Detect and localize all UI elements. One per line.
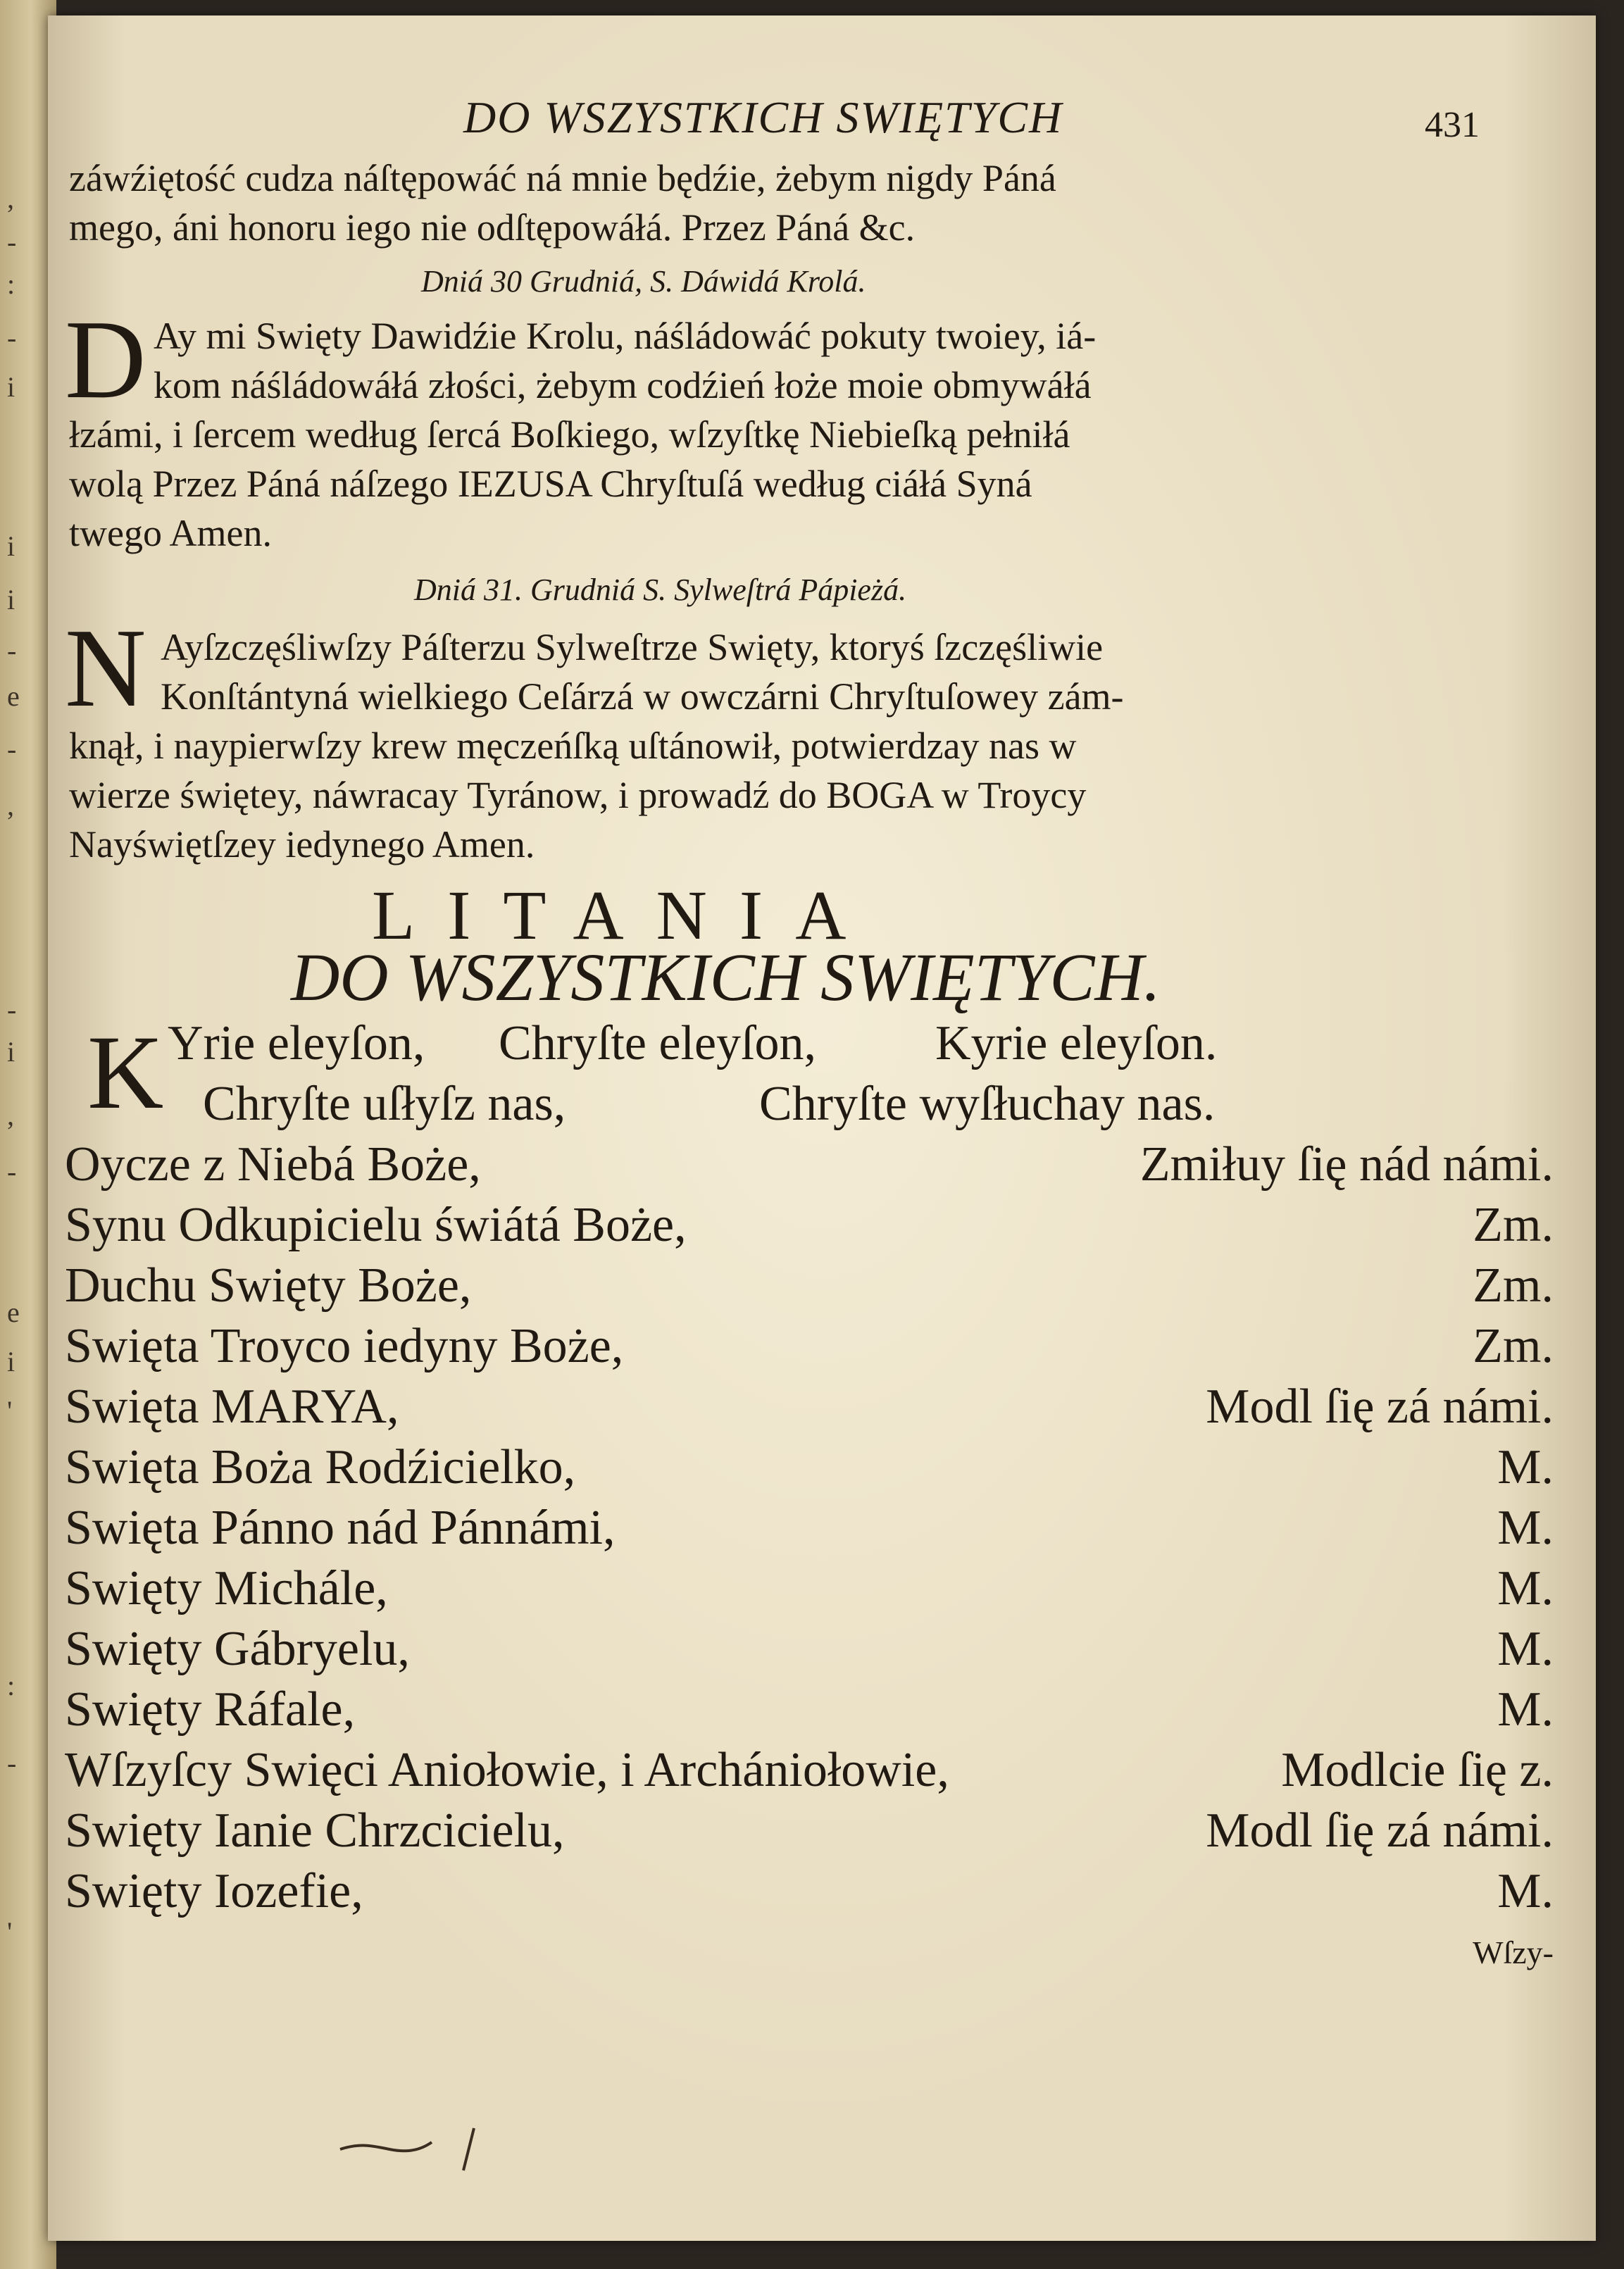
kyrie-part: Yrie eleyſon, — [168, 1016, 425, 1070]
margin-fragment: ' — [7, 1916, 13, 1948]
invocation-response: Modl ſię zá námi. — [1206, 1380, 1554, 1434]
text-line: mego, áni honoru iego nie odſtępowáłá. Przez Páná &c. — [69, 206, 916, 249]
invocation-response: Zm. — [1473, 1319, 1554, 1373]
invocation-text: Swięty Ráfale, — [65, 1682, 356, 1737]
page-number: 431 — [1425, 105, 1480, 145]
page-text-block — [48, 15, 1596, 2241]
margin-fragment: e — [7, 680, 20, 712]
invocation-text: Swięty Iozefie, — [65, 1864, 363, 1918]
invocation-response: M. — [1497, 1440, 1554, 1494]
text-line: knął, i naypierwſzy krew męczeńſką uſtánowił, potwierdzay nas w — [69, 725, 1077, 767]
invocation-response: M. — [1497, 1501, 1554, 1555]
margin-fragment: - — [7, 994, 17, 1025]
kyrie-part: Chryſte eleyſon, — [499, 1016, 817, 1070]
invocation-response: Modl ſię zá námi. — [1206, 1804, 1554, 1858]
text-line: Nayświętſzey iedynego Amen. — [69, 823, 535, 865]
margin-fragment: - — [7, 322, 17, 354]
drop-cap: N — [65, 605, 146, 730]
margin-fragment: : — [7, 268, 15, 300]
text-line: Konſtántyná wielkiego Ceſárzá w owczárni Chryſtuſowey zám- — [161, 675, 1124, 718]
ink-stroke — [340, 2142, 432, 2151]
invocation-text: Swięta MARYA, — [65, 1380, 399, 1434]
margin-fragment: e — [7, 1296, 20, 1328]
invocation-text: Oycze z Niebá Boże, — [65, 1137, 481, 1192]
margin-fragment: : — [7, 1670, 15, 1701]
text-line: twego Amen. — [69, 512, 272, 554]
drop-cap: K — [87, 1014, 164, 1131]
margin-fragment: - — [7, 635, 17, 666]
invocation-text: Swięta Boża Rodźicielko, — [65, 1440, 576, 1494]
margin-fragment: i — [7, 1036, 15, 1068]
kyrie-part: Chryſte uſłyſz nas, — [203, 1077, 566, 1131]
feast-heading: Dniá 31. Grudniá S. Sylweſtrá Pápieżá. — [414, 573, 907, 607]
invocation-response: M. — [1497, 1682, 1554, 1737]
invocation-text: Swięty Michále, — [65, 1561, 388, 1615]
invocation-response: M. — [1497, 1561, 1554, 1615]
ink-stroke — [463, 2128, 474, 2170]
text-line: kom náśládowáłá złości, żebym codźień łoże moie obmywáłá — [154, 364, 1092, 406]
invocation-text: Swięta Pánno nád Pánnámi, — [65, 1501, 616, 1555]
margin-fragment: , — [7, 1099, 14, 1131]
litany-title: LITANIA — [372, 876, 879, 954]
margin-fragment: i — [7, 584, 15, 615]
kyrie-part: Chryſte wyſłuchay nas. — [759, 1077, 1216, 1131]
invocation-response: Modlcie ſię z. — [1281, 1743, 1554, 1797]
invocation-response: Zm. — [1473, 1258, 1554, 1313]
margin-fragment: , — [7, 182, 14, 214]
invocation-response: Zmiłuy ſię nád námi. — [1139, 1137, 1554, 1192]
invocation-response: M. — [1497, 1864, 1554, 1918]
margin-fragment: , — [7, 789, 14, 821]
margin-fragment: - — [7, 1747, 17, 1779]
invocation-text: Swięta Troyco iedyny Boże, — [65, 1319, 624, 1373]
running-header: DO WSZYSTKICH SWIĘTYCH — [463, 92, 1063, 142]
feast-heading: Dniá 30 Grudniá, S. Dáwidá Krolá. — [421, 264, 866, 299]
text-line: wierze świętey, náwracay Tyránow, i prowadź do BOGA w Troycy — [69, 774, 1087, 816]
invocation-text: Swięty Gábryelu, — [65, 1622, 410, 1676]
invocation-text: Duchu Swięty Boże, — [65, 1258, 472, 1313]
invocation-response: Zm. — [1473, 1198, 1554, 1252]
margin-fragment: ' — [7, 1395, 13, 1427]
invocation-text: Swięty Ianie Chrzcicielu, — [65, 1804, 565, 1858]
margin-fragment: - — [7, 1156, 17, 1187]
drop-cap: D — [65, 296, 146, 422]
ink-mark — [333, 2121, 502, 2177]
margin-fragment: - — [7, 733, 17, 765]
invocation-text: Synu Odkupicielu świátá Boże, — [65, 1198, 687, 1252]
text-line: wolą Przez Páná náſzego IEZUSA Chryſtuſá według ciáłá Syná — [69, 463, 1032, 505]
margin-fragment: i — [7, 530, 15, 562]
litany-subtitle: DO WSZYSTKICH SWIĘTYCH. — [291, 939, 1161, 1015]
text-line: Ay mi Swięty Dawidźie Krolu, náśládowáć pokuty twoiey, iá- — [154, 315, 1097, 357]
margin-fragment: i — [7, 371, 15, 403]
text-line: łzámi, i ſercem według ſercá Boſkiego, wſzyſtkę Niebieſką pełniłá — [69, 413, 1070, 456]
margin-fragment: i — [7, 1346, 15, 1377]
book-page — [48, 15, 1596, 2241]
text-line: záwźiętość cudza náſtępowáć ná mnie będźie, żebym nigdy Páná — [69, 157, 1056, 199]
invocation-text: Wſzyſcy Swięci Aniołowie, i Archániołowie, — [65, 1743, 949, 1797]
text-line: Ayſzczęśliwſzy Páſterzu Sylweſtrze Swięty, ktoryś ſzczęśliwie — [161, 626, 1104, 668]
invocation-response: M. — [1497, 1622, 1554, 1676]
catchword: Wſzy- — [1473, 1934, 1554, 1970]
kyrie-part: Kyrie eleyſon. — [935, 1016, 1218, 1070]
margin-fragment: - — [7, 226, 17, 258]
